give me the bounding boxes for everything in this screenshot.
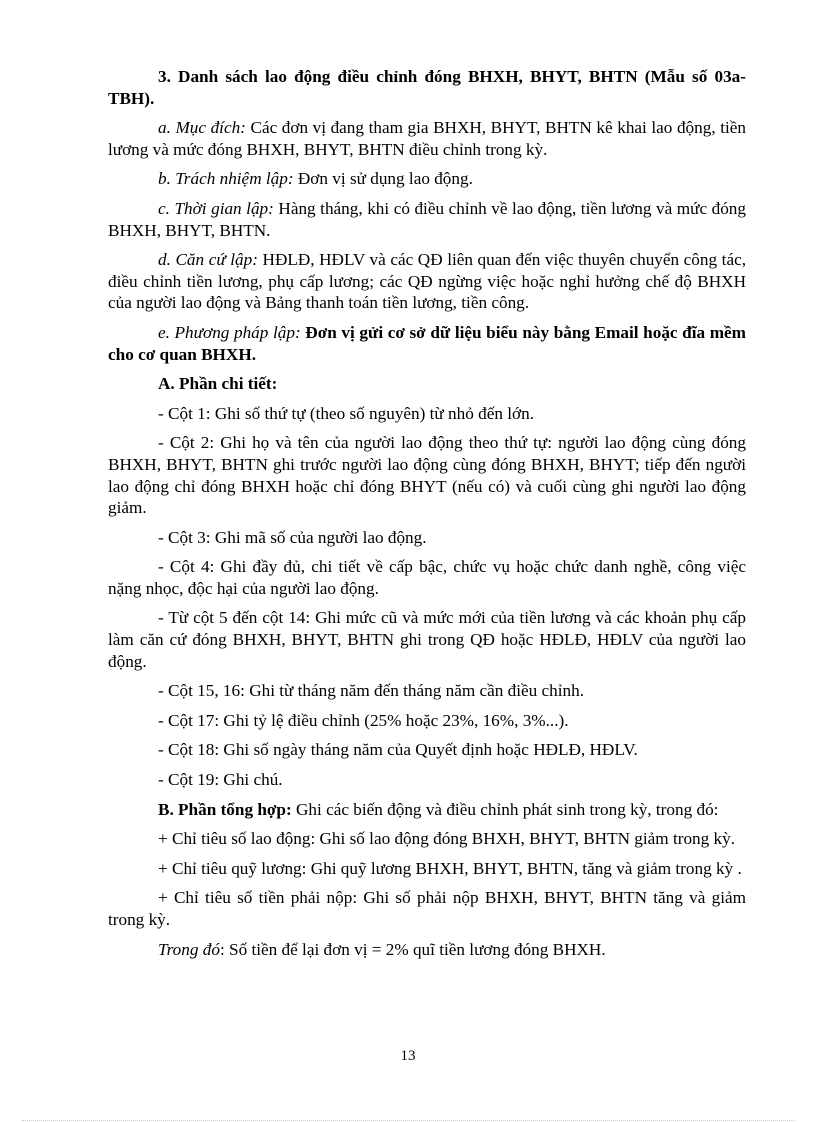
section-b [108,799,746,821]
item-text: Đơn vị sử dụng lao động. [293,169,473,189]
item-text: Hàng tháng, khi có điều chỉnh về lao động, tiền lương và mức đóng BHXH, BHYT, BHTN. [108,198,746,240]
indicator-payroll: + Chỉ tiêu quỹ lương: Ghi quỹ lương BHXH, BHYT, BHTN, tăng và giảm trong kỳ . [158,858,742,878]
item-label: a. Mục đích: [158,118,246,138]
item-time [108,198,746,241]
column-note-19: - Cột 19: Ghi chú. [158,770,283,790]
column-note-17: - Cột 17: Ghi tỷ lệ điều chỉnh (25% hoặc 23%, 16%, 3%...). [158,710,569,730]
retained-note [108,939,746,961]
document-body [108,66,746,968]
note-text: : Số tiền để lại đơn vị = 2% quĩ tiền lương đóng BHXH. [219,939,606,959]
item-label: c. Thời gian lập: [158,198,274,218]
item-label: b. Trách nhiệm lập: [158,169,294,189]
column-note-5-14: - Từ cột 5 đến cột 14: Ghi mức cũ và mức mới của tiền lương và các khoản phụ cấp làm căn cứ đóng BHXH, BHYT, BHTN ghi trong QĐ hoặc HĐLĐ, HĐLV của người lao động. [108,608,746,671]
column-note-1: - Cột 1: Ghi số thứ tự (theo số nguyên) từ nhỏ đến lớn. [158,403,534,423]
item-text: Đơn vị gửi cơ sở dữ liệu biểu này bằng Email hoặc đĩa mềm cho cơ quan BHXH. [108,322,746,364]
item-label: e. Phương pháp lập: [158,322,301,342]
page-number: 13 [400,1048,416,1064]
column-note-2: - Cột 2: Ghi họ và tên của người lao động theo thứ tự: người lao động cùng đóng BHXH, BHYT, BHTN ghi trước người lao động cùng đóng BHXH, BHYT; tiếp đến người lao động chỉ đóng BHXH hoặc chỉ đóng BHYT (nếu có) và cuối cùng ghi người lao động giảm. [108,433,746,518]
section-heading: 3. Danh sách lao động điều chỉnh đóng BHXH, BHYT, BHTN (Mẫu số 03a-TBH). [108,67,746,108]
item-responsibility [108,168,746,190]
section-a-heading: A. Phần chi tiết: [158,374,278,394]
item-purpose [108,117,746,160]
section-b-text: Ghi các biến động và điều chỉnh phát sinh trong kỳ, trong đó: [291,799,719,819]
column-note-4: - Cột 4: Ghi đầy đủ, chi tiết về cấp bậc, chức vụ hoặc chức danh nghề, công việc nặng nhọc, độc hại của người lao động. [108,557,746,598]
page-bottom-divider [22,1120,794,1121]
column-note-18: - Cột 18: Ghi số ngày tháng năm của Quyết định hoặc HĐLĐ, HĐLV. [158,740,638,760]
column-note-15-16: - Cột 15, 16: Ghi từ tháng năm đến tháng năm cần điều chỉnh. [158,681,585,701]
note-label: Trong đó [158,939,220,959]
column-note-3: - Cột 3: Ghi mã số của người lao động. [158,527,427,547]
item-method [108,322,746,365]
item-text: HĐLĐ, HĐLV và các QĐ liên quan đến việc thuyên chuyển công tác, điều chỉnh tiền lương, phụ cấp lương; các QĐ ngừng việc hoặc nghỉ hưởng chế độ BHXH của người lao động và Bảng thanh toán tiền lương, tiền công. [108,250,746,313]
indicator-payment: + Chỉ tiêu số tiền phải nộp: Ghi số phải nộp BHXH, BHYT, BHTN tăng và giảm trong kỳ. [108,888,746,929]
item-basis [108,249,746,314]
item-label: d. Căn cứ lập: [158,250,258,270]
item-text: Các đơn vị đang tham gia BHXH, BHYT, BHTN kê khai lao động, tiền lương và mức đóng BHXH, BHYT, BHTN điều chỉnh trong kỳ. [108,118,746,159]
section-b-label: B. Phần tổng hợp: [158,799,292,819]
indicator-labor: + Chỉ tiêu số lao động: Ghi số lao động đóng BHXH, BHYT, BHTN giảm trong kỳ. [158,829,736,849]
